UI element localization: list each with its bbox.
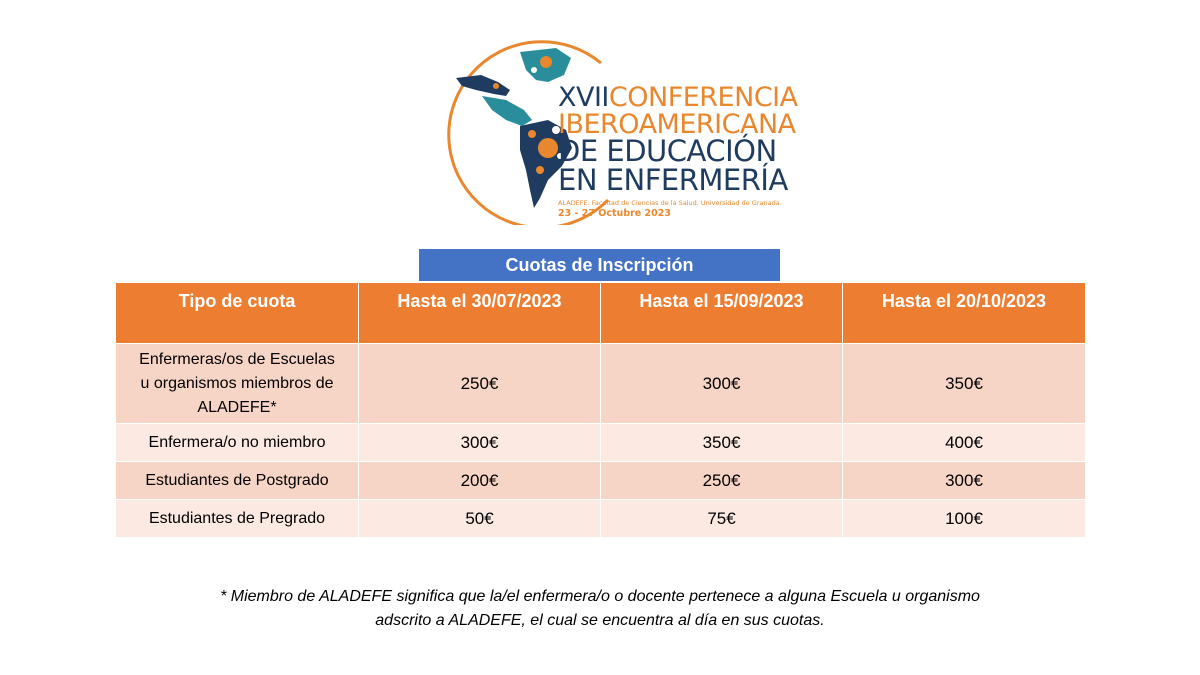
fee-type-cell: Enfermeras/os de Escuelas u organismos miembros de ALADEFE* (116, 344, 359, 424)
table-row (116, 424, 1086, 462)
header-date-3: Hasta el 20/10/2023 (843, 283, 1086, 344)
logo-dates: 23 - 27 Octubre 2023 (558, 208, 671, 219)
fee-type-cell: Enfermera/o no miembro (116, 424, 359, 462)
fee-cell: 250€ (601, 462, 843, 500)
fee-cell: 250€ (359, 344, 601, 424)
fees-table (115, 282, 1086, 538)
logo-line-1: XVIICONFERENCIA (558, 82, 798, 113)
conference-logo (436, 30, 798, 225)
fee-type-cell: Estudiantes de Postgrado (116, 462, 359, 500)
table-row (116, 344, 1086, 424)
fees-banner: Cuotas de Inscripción (419, 249, 780, 281)
fee-cell: 75€ (601, 500, 843, 538)
fee-cell: 350€ (843, 344, 1086, 424)
logo-line-2: IBEROAMERICANA (558, 109, 796, 140)
fee-cell: 100€ (843, 500, 1086, 538)
footnote-line-2: adscrito a ALADEFE, el cual se encuentra al día en sus cuotas. (375, 612, 825, 629)
fee-cell: 400€ (843, 424, 1086, 462)
table-header-row (116, 283, 1086, 344)
fee-cell: 300€ (601, 344, 843, 424)
table-row (116, 462, 1086, 500)
fee-cell: 300€ (843, 462, 1086, 500)
header-date-1: Hasta el 30/07/2023 (359, 283, 601, 344)
table-row (116, 500, 1086, 538)
fee-cell: 50€ (359, 500, 601, 538)
header-date-2: Hasta el 15/09/2023 (601, 283, 843, 344)
header-fee-type: Tipo de cuota (116, 283, 359, 344)
logo-subtitle: ALADEFE. Facultad de Ciencias de la Salud. Universidad de Granada. (558, 199, 782, 207)
logo-line-3: DE EDUCACIÓN (558, 134, 777, 168)
fee-type-cell: Estudiantes de Pregrado (116, 500, 359, 538)
fee-cell: 350€ (601, 424, 843, 462)
footnote-line-1: * Miembro de ALADEFE significa que la/el enfermera/o o docente pertenece a alguna Escuela u organismo (220, 588, 980, 605)
fee-cell: 200€ (359, 462, 601, 500)
fee-cell: 300€ (359, 424, 601, 462)
footnote (120, 585, 1080, 633)
logo-line-4: EN ENFERMERÍA (558, 163, 788, 197)
